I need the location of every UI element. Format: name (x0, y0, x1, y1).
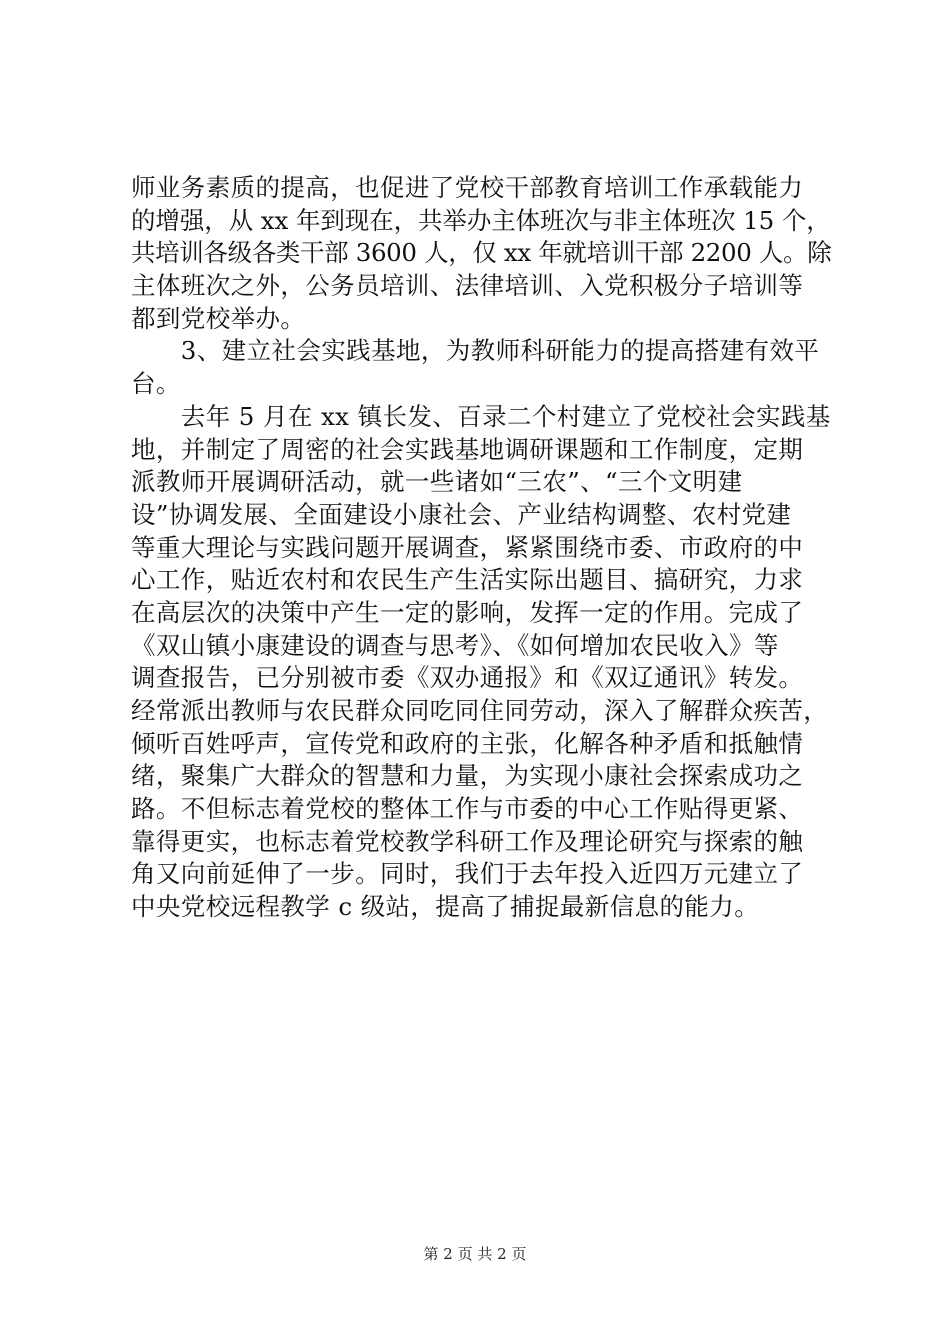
text-line: 角又向前延伸了一步。同时，我们于去年投入近四万元建立了 (131, 859, 804, 889)
text-line: 台。 (131, 369, 181, 399)
text-line: 倾听百姓呼声，宣传党和政府的主张，化解各种矛盾和抵触情 (131, 728, 804, 758)
text-line: 主体班次之外，公务员培训、法律培训、入党积极分子培训等 (131, 271, 804, 301)
body-text (131, 172, 831, 924)
text-line: 心工作，贴近农村和农民生产生活实际出题目、搞研究，力求 (131, 565, 804, 595)
text-line: 共培训各级各类干部 3600 人，仅 xx 年就培训干部 2200 人。除 (131, 238, 832, 268)
text-line: 靠得更实，也标志着党校教学科研工作及理论研究与探索的触 (131, 826, 804, 856)
text-line: 等重大理论与实践问题开展调查，紧紧围绕市委、市政府的中 (131, 532, 804, 562)
text-line: 都到党校举办。 (131, 303, 306, 333)
text-line: 绪，聚集广大群众的智慧和力量，为实现小康社会探索成功之 (131, 761, 804, 791)
page-footer: 第 2 页 共 2 页 (423, 1245, 527, 1263)
text-line: 去年 5 月在 xx 镇长发、百录二个村建立了党校社会实践基 (131, 401, 831, 431)
text-line: 3、建立社会实践基地，为教师科研能力的提高搭建有效平 (131, 336, 820, 366)
text-line: 的增强，从 xx 年到现在，共举办主体班次与非主体班次 15 个， (131, 205, 831, 235)
text-line: 经常派出教师与农民群众同吃同住同劳动，深入了解群众疾苦， (131, 696, 829, 725)
text-line: 中央党校远程教学 c 级站，提高了捕捉最新信息的能力。 (131, 892, 760, 922)
text-line: 调查报告，已分别被市委《双办通报》和《双辽通讯》转发。 (131, 663, 804, 693)
text-line: 地，并制定了周密的社会实践基地调研课题和工作制度，定期 (131, 434, 804, 464)
text-line: 路。不但标志着党校的整体工作与市委的中心工作贴得更紧、 (131, 794, 804, 824)
text-line: 设”协调发展、全面建设小康社会、产业结构调整、农村党建 (131, 499, 792, 529)
text-line: 《双山镇小康建设的调查与思考》、《如何增加农民收入》等 (131, 630, 779, 660)
text-line: 师业务素质的提高，也促进了党校干部教育培训工作承载能力 (131, 173, 804, 202)
text-line: 在高层次的决策中产生一定的影响，发挥一定的作用。完成了 (131, 597, 804, 627)
text-line: 派教师开展调研活动，就一些诸如“三农”、“三个文明建 (131, 467, 743, 497)
